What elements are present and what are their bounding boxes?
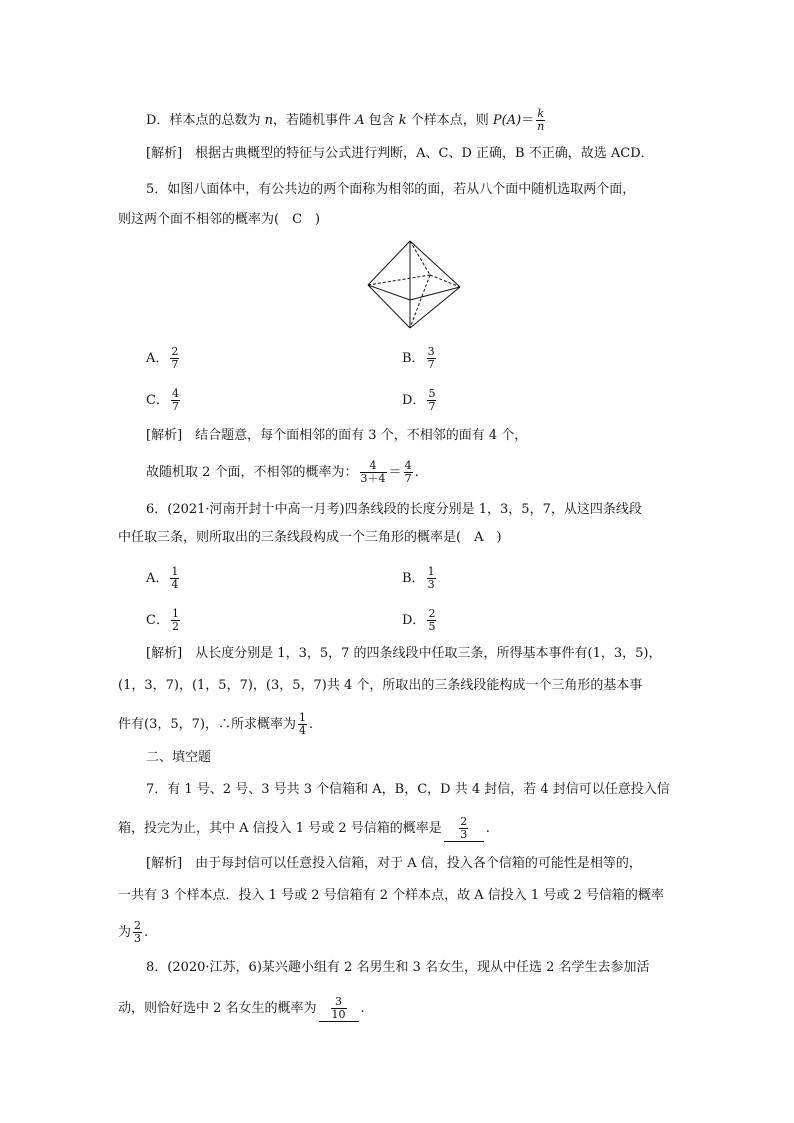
analysis-tag: [解析]: [146, 646, 183, 661]
analysis-6-line-2: (1，3，7)，(1，5，7)，(3，5，7)共 4 个，所取出的三条线段能构成一个三角形的基本事: [118, 678, 643, 693]
q6-option-c: C． $\frac{1}{2}$: [146, 607, 179, 633]
analysis-1: [解析] 根据古典概型的特征与公式进行判断，A、C、D 正确，B 不正确，故选 ACD．: [146, 146, 654, 161]
q5-line-1: 5．如图八面体中，有公共边的两个面称为相邻的面，若从八个面中随机选取两个面，: [146, 182, 636, 197]
analysis-tag: [解析]: [146, 146, 183, 161]
q8-line-1: 8．(2020·江苏，6)某兴趣小组有 2 名男生和 3 名女生，现从中任选 2 名学生去参加活: [146, 960, 650, 975]
answer-blank: $\frac{3}{10}$: [319, 996, 359, 1022]
q7-line-2: 箱，投完为止，其中 A 信投入 1 号或 2 号信箱的概率是 $\frac{2}{3}$ .: [118, 815, 490, 841]
section-heading: 二、填空题: [146, 750, 212, 765]
octahedron-figure: [365, 238, 465, 338]
q6-option-d: D． $\frac{2}{5}$: [402, 607, 436, 633]
analysis-5-line-1: [解析] 结合题意，每个面相邻的面有 3 个，不相邻的面有 4 个，: [146, 428, 528, 443]
analysis-7-line-1: [解析] 由于每封信可以任意投入信箱，对于 A 信，投入各个信箱的可能性是相等的，: [146, 856, 642, 871]
q5-option-d: D． $\frac{5}{7}$: [402, 387, 436, 413]
fraction-k-over-n: $\frac{k}{n}$: [537, 107, 545, 133]
analysis-tag: [解析]: [146, 428, 183, 443]
q5-line-2: 则这两个面不相邻的概率为( C ): [118, 212, 321, 227]
q6-line-1: 6．(2021·河南开封十中高一月考)四条线段的长度分别是 1，3，5，7，从这四条线段: [146, 502, 642, 517]
q8-line-2: 动，则恰好选中 2 名女生的概率为 $\frac{3}{10}$ .: [118, 995, 365, 1021]
q6-line-2: 中任取三条，则所取出的三条线段构成一个三角形的概率是( A ): [118, 530, 502, 545]
analysis-7-line-2: 一共有 3 个样本点．投入 1 号或 2 号信箱有 2 个样本点，故 A 信投入 1 号或 2 号信箱的概率: [118, 888, 664, 903]
option-d-line: D．样本点的总数为 n，若随机事件 A 包含 k 个样本点，则 P(A)＝ $\frac{k}{n}$: [146, 107, 545, 133]
q6-option-a: A． $\frac{1}{4}$: [146, 565, 179, 591]
q7-line-1: 7．有 1 号、2 号、3 号共 3 个信箱和 A，B，C，D 共 4 封信，若 4 封信可以任意投入信: [146, 782, 670, 797]
analysis-7-line-3: 为 $\frac{2}{3}$ .: [118, 919, 149, 945]
q5-option-a: A． $\frac{2}{7}$: [146, 345, 179, 371]
analysis-6-line-1: [解析] 从长度分别是 1，3，5，7 的四条线段中任取三条，所得基本事件有(1，3，5)，: [146, 646, 662, 661]
analysis-5-line-2: 故随机取 2 个面，不相邻的概率为： $\frac{4}{3+4}$ ＝ $\frac{4}{7}$ .: [146, 459, 419, 485]
q5-option-b: B． $\frac{3}{7}$: [402, 345, 435, 371]
answer-blank: $\frac{2}{3}$: [444, 816, 484, 842]
analysis-tag: [解析]: [146, 856, 183, 871]
q6-option-b: B． $\frac{1}{3}$: [402, 565, 435, 591]
analysis-6-line-3: 件有(3，5，7)，∴所求概率为 $\frac{1}{4}$ .: [118, 711, 314, 737]
q5-option-c: C． $\frac{4}{7}$: [146, 387, 179, 413]
